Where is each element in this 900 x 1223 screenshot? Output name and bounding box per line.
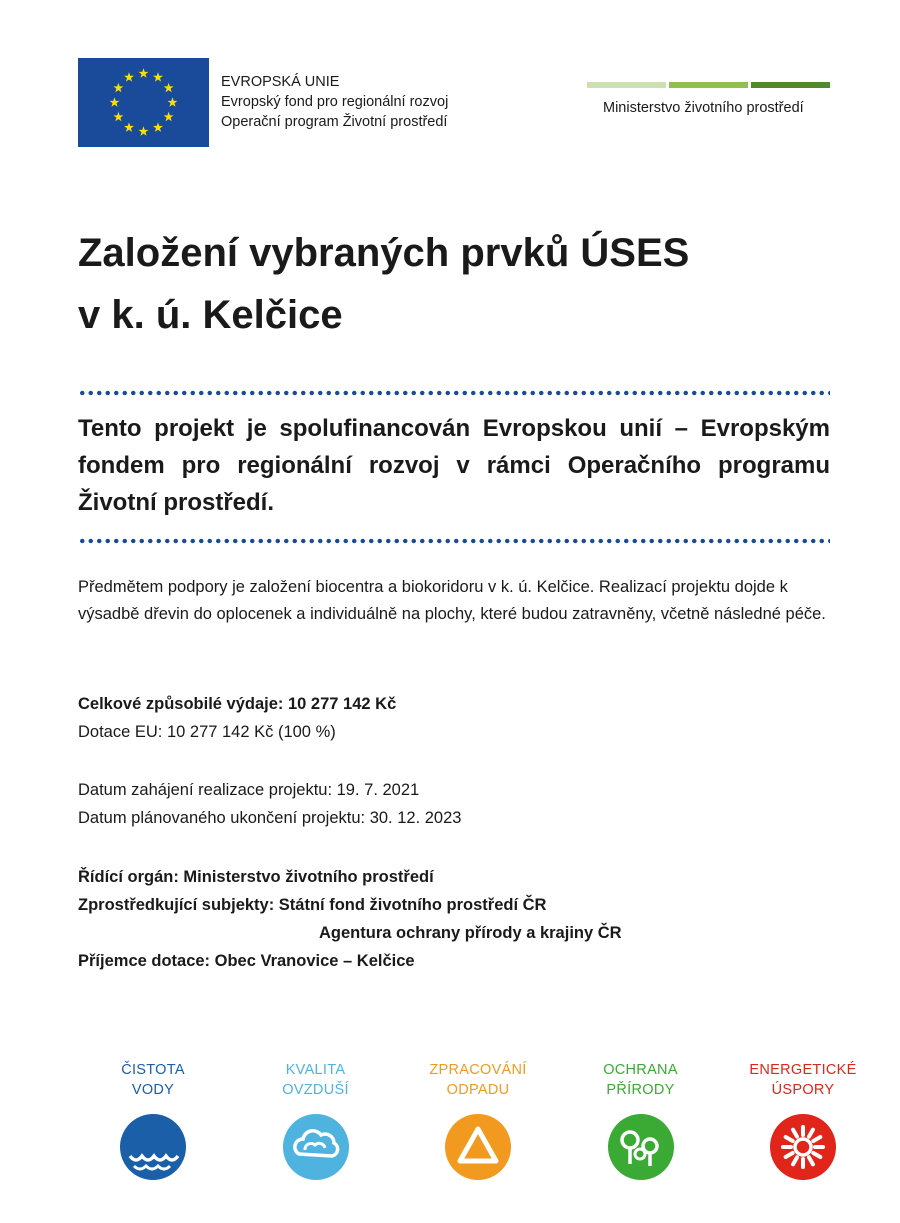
priority-label-line: PŘÍRODY [606,1082,675,1098]
eu-star [164,83,174,92]
dotted-divider [78,390,830,396]
eu-star [124,72,134,81]
sun-energy-icon [770,1114,836,1180]
priority-label-line: OCHRANA [603,1062,678,1078]
start-date: Datum zahájení realizace projektu: 19. 7. 2021 [78,781,420,799]
managing-authority: Řídící orgán: Ministerstvo životního prostředí [78,868,434,886]
eu-star [113,83,123,92]
ministry-bar [751,82,830,88]
eu-star [139,126,149,135]
priority-icons [88,1060,868,1180]
beneficiary: Příjemce dotace: Obec Vranovice – Kelčice [78,952,415,970]
eu-star [164,112,174,121]
ministry-logo-bars [587,82,830,88]
priority-energy [738,1060,868,1180]
title-line: Založení vybraných prvků ÚSES [78,231,690,275]
eu-logo-line: EVROPSKÁ UNIE [221,74,340,90]
eu-star [110,97,120,106]
priority-label-line: ČISTOTA [121,1062,185,1078]
priority-nature [576,1060,706,1180]
priority-air [251,1060,381,1180]
eu-star [113,112,123,121]
dotted-divider [78,538,830,544]
priority-label [121,1060,185,1104]
eu-star [153,72,163,81]
eu-star [139,68,149,77]
title-line: v k. ú. Kelčice [78,293,343,337]
eu-star [124,122,134,131]
total-eligible-costs: Celkové způsobilé výdaje: 10 277 142 Kč [78,695,397,713]
ministry-bar [587,82,666,88]
funding-statement: Tento projekt je spolufinancován Evropskou unií – Evropským fondem pro regionální rozvoj v rámci Operačního programu Životní prostředí. [78,415,830,516]
eu-star [153,122,163,131]
eu-star [168,97,178,106]
trees-icon [608,1114,674,1180]
dates-block [78,776,461,832]
eu-logo-line: Evropský fond pro regionální rozvoj [221,94,449,110]
ministry-bar [669,82,748,88]
eu-logo-text [221,72,448,132]
priority-waste [413,1060,543,1180]
project-description: Předmětem podpory je založení biocentra a biokoridoru v k. ú. Kelčice. Realizací projektu dojde k výsadbě dřevin do oplocenek a individuálně na plochy, které budou zatravněny, včetně následné péče. [78,578,826,623]
ministry-name: Ministerstvo životního prostředí [603,100,804,116]
priority-label-line: ODPADU [446,1082,510,1098]
priority-label-line: KVALITA [285,1062,346,1078]
priority-label [282,1060,349,1104]
eu-logo-line: Operační program Životní prostředí [221,114,448,130]
priority-label-line: VODY [131,1082,175,1098]
priority-label [749,1060,856,1104]
priority-label-line: OVZDUŠÍ [282,1082,349,1098]
priority-label-line: ENERGETICKÉ [749,1062,857,1078]
priority-label [603,1060,678,1104]
intermediate-bodies: Zprostředkující subjekty: Státní fond životního prostředí ČR [78,896,547,914]
priority-label [429,1060,526,1104]
priority-label-line: ÚSPORY [771,1082,835,1098]
water-drops-icon [120,1114,186,1180]
end-date: Datum plánovaného ukončení projektu: 30. 12. 2023 [78,809,462,827]
priority-label-line: ZPRACOVÁNÍ [429,1062,527,1078]
page-title [78,222,838,346]
eu-flag-icon [78,58,209,147]
recycling-triangle-icon [445,1114,511,1180]
intermediate-bodies-cont: Agentura ochrany přírody a krajiny ČR [319,924,622,942]
cloud-icon [283,1114,349,1180]
organizations-block [78,863,622,975]
costs-block [78,690,396,746]
eu-subsidy: Dotace EU: 10 277 142 Kč (100 %) [78,723,336,741]
priority-water [88,1060,218,1180]
